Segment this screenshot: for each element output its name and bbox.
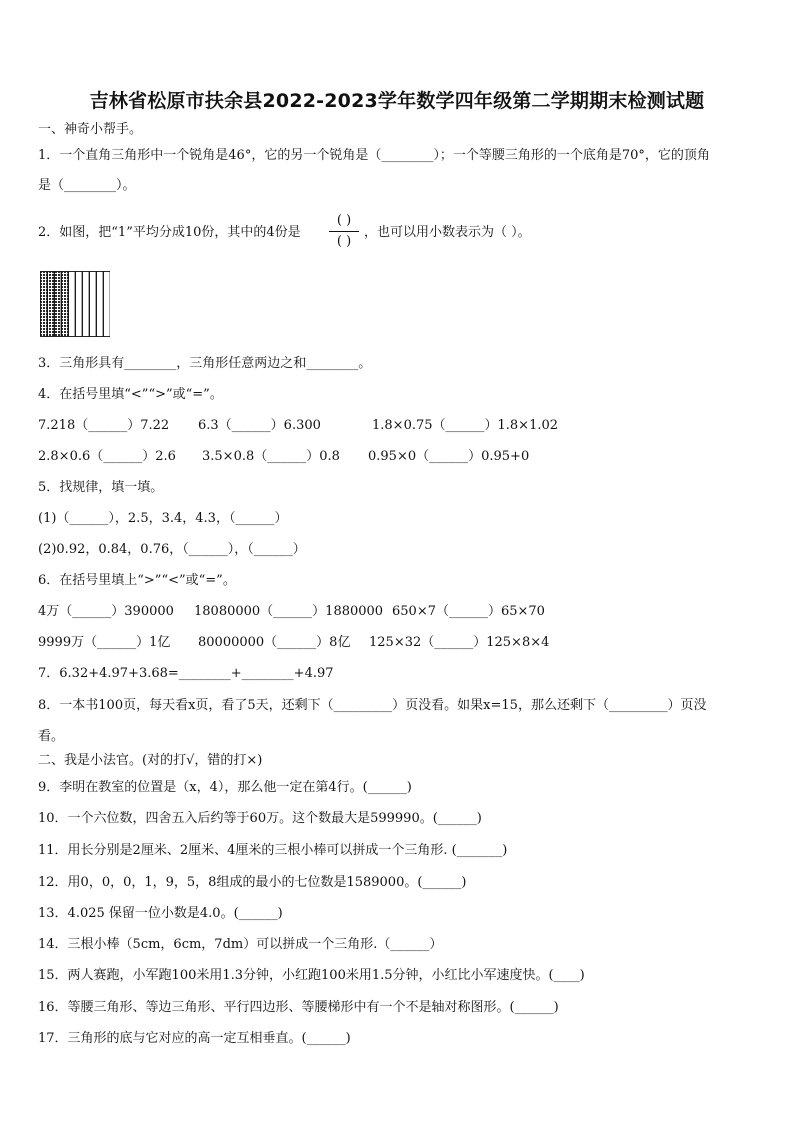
q2-fraction-denominator: ( ): [336, 234, 352, 249]
q4-row1-item3: 1.8×0.75（______）1.8×1.02: [372, 418, 559, 433]
q5-row2: (2)0.92，0.84，0.76，（______），（______）: [38, 542, 306, 557]
q10-text: 10．一个六位数，四舍五入后约等于60万。这个数最大是599990。(______): [38, 811, 482, 826]
section-two-heading: 二、我是小法官。(对的打√，错的打×): [38, 753, 263, 768]
q1-line2: 是（________）。: [38, 178, 136, 193]
q7-text: 7．6.32+4.97+3.68=________+________+4.97: [38, 666, 334, 681]
q4-row1-item1: 7.218（______）7.22: [38, 418, 170, 433]
q1-line1: 1．一个直角三角形中一个锐角是46°，它的另一个锐角是（________）；一个等腰三角形的一个底角是70°，它的顶角: [38, 148, 710, 163]
q4-stem: 4．在括号里填“<”“>”或“=”。: [38, 387, 223, 402]
figure-blank-part: [69, 272, 76, 337]
q5-stem: 5．找规律，填一填。: [38, 480, 164, 495]
figure-blank-part: [90, 272, 97, 337]
q2-text-after: ，也可以用小数表示为（ ）。: [364, 225, 531, 240]
q6-row1-item3: 650×7（______）65×70: [392, 604, 545, 619]
q5-row1: (1)（______），2.5，3.4，4.3，（______）: [38, 511, 288, 526]
q6-row2-item1: 9999万（______）1亿: [38, 635, 171, 650]
q16-text: 16．等腰三角形、等边三角形、平行四边形、等腰梯形中有一个不是轴对称图形。(______): [38, 1000, 559, 1015]
q6-row2-item3: 125×32（______）125×8×4: [369, 635, 550, 650]
q8-line1: 8．一本书100页，每天看x页，看了5天，还剩下（_________）页没看。如果x=15，那么还剩下（_________）页没: [38, 698, 707, 713]
q4-row1-item2: 6.3（______）6.300: [198, 418, 321, 433]
figure-blank-part: [76, 272, 83, 337]
q3-text: 3．三角形具有________，三角形任意两边之和________。: [38, 356, 372, 371]
figure-blank-part: [97, 272, 104, 337]
q2-figure: [40, 271, 110, 337]
figure-shaded-part: [55, 272, 62, 337]
q4-row2-item1: 2.8×0.6（______）2.6: [38, 449, 176, 464]
q13-text: 13．4.025 保留一位小数是4.0。(______): [38, 906, 283, 921]
q15-text: 15．两人赛跑，小军跑100米用1.3分钟，小红跑100米用1.5分钟，小红比小军速度快。(____): [38, 968, 585, 983]
q4-row2-item3: 0.95×0（______）0.95+0: [368, 449, 530, 464]
q9-text: 9．李明在教室的位置是（x，4），那么他一定在第4行。(______): [38, 780, 412, 795]
q14-text: 14．三根小棒（5cm，6cm，7dm）可以拼成一个三角形.（______）: [38, 937, 443, 952]
section-one-heading: 一、神奇小帮手。: [38, 122, 143, 137]
q2-fraction: [329, 213, 359, 250]
q6-row2-item2: 80000000（______）8亿: [198, 635, 351, 650]
q17-text: 17．三角形的底与它对应的高一定互相垂直。(______): [38, 1031, 351, 1046]
figure-shaded-part: [41, 272, 48, 337]
q6-row1-item1: 4万（______）390000: [38, 604, 174, 619]
q11-text: 11．用长分别是2厘米、2厘米、4厘米的三根小棒可以拼成一个三角形. (_______): [38, 843, 508, 858]
q4-row2-item2: 3.5×0.8（______）0.8: [202, 449, 340, 464]
q6-stem: 6．在括号里填上“>”“<”或“=”。: [38, 573, 236, 588]
q2-fraction-numerator: ( ): [336, 213, 352, 228]
page-title: 吉林省松原市扶余县2022-2023学年数学四年级第二学期期末检测试题: [89, 90, 705, 112]
figure-blank-part: [83, 272, 90, 337]
q6-row1-item2: 18080000（______）1880000: [194, 604, 384, 619]
q8-line2: 看。: [38, 729, 65, 744]
q2-fraction-bar: [329, 231, 359, 232]
q12-text: 12．用0，0，0，1，9，5，8组成的最小的七位数是1589000。(______): [38, 875, 467, 890]
q2-text-before: 2．如图，把“1”平均分成10份，其中的4份是: [38, 225, 301, 240]
figure-blank-part: [104, 272, 111, 337]
figure-shaded-part: [62, 272, 69, 337]
figure-shaded-part: [48, 272, 55, 337]
